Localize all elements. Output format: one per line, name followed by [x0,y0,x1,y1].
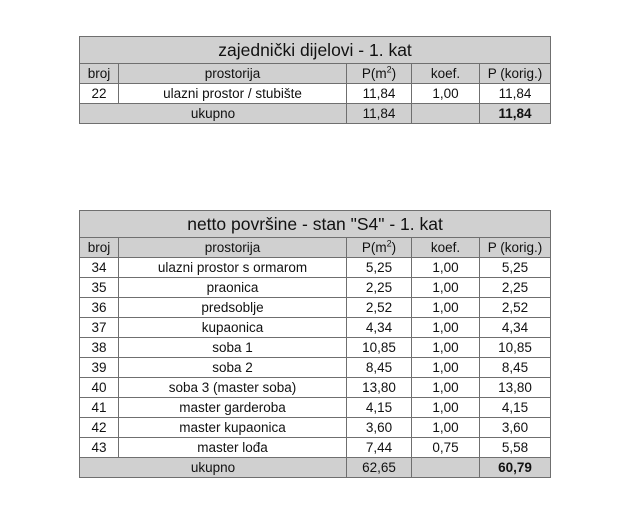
header-coefficient: koef. [412,238,480,258]
cell-corrected-area: 11,84 [480,84,551,104]
cell-room: soba 1 [119,338,347,358]
cell-room: ulazni prostor / stubište [119,84,347,104]
cell-area: 3,60 [347,418,412,438]
cell-coefficient: 1,00 [412,258,480,278]
cell-coefficient: 1,00 [412,418,480,438]
cell-corrected-area: 5,25 [480,258,551,278]
total-label: ukupno [80,458,347,478]
cell-corrected-area: 2,25 [480,278,551,298]
table-row [80,378,551,398]
cell-area: 2,52 [347,298,412,318]
cell-area: 4,34 [347,318,412,338]
total-label: ukupno [80,104,347,124]
cell-coefficient: 1,00 [412,278,480,298]
header-area-exponent: 2 [386,64,392,74]
cell-coefficient: 1,00 [412,358,480,378]
total-row [80,458,551,478]
total-area: 11,84 [347,104,412,124]
cell-room: master garderoba [119,398,347,418]
cell-number: 38 [80,338,119,358]
cell-number: 39 [80,358,119,378]
cell-area: 2,25 [347,278,412,298]
cell-number: 43 [80,438,119,458]
cell-room: kupaonica [119,318,347,338]
net-areas-table [79,210,551,478]
cell-number: 37 [80,318,119,338]
table-row [80,398,551,418]
cell-corrected-area: 4,15 [480,398,551,418]
table-row [80,258,551,278]
header-area-close: ) [391,65,397,81]
table-row [80,438,551,458]
table-row [80,278,551,298]
cell-corrected-area: 13,80 [480,378,551,398]
cell-number: 35 [80,278,119,298]
cell-corrected-area: 3,60 [480,418,551,438]
cell-coefficient: 0,75 [412,438,480,458]
table-title: zajednički dijelovi - 1. kat [80,37,551,64]
header-row [80,64,551,84]
cell-number: 36 [80,298,119,318]
total-corrected-area: 60,79 [480,458,551,478]
header-row [80,238,551,258]
cell-number: 22 [80,84,119,104]
cell-area: 11,84 [347,84,412,104]
cell-room: praonica [119,278,347,298]
table-title-row [80,37,551,64]
cell-corrected-area: 5,58 [480,438,551,458]
cell-room: ulazni prostor s ormarom [119,258,347,278]
cell-area: 8,45 [347,358,412,378]
header-area-exponent: 2 [386,238,392,248]
cell-area: 10,85 [347,338,412,358]
cell-room: soba 2 [119,358,347,378]
cell-coefficient: 1,00 [412,84,480,104]
header-coefficient: koef. [412,64,480,84]
header-area [347,64,412,84]
header-area-label: P(m [361,65,387,81]
total-coefficient-empty [412,104,480,124]
cell-area: 5,25 [347,258,412,278]
cell-coefficient: 1,00 [412,338,480,358]
header-room: prostorija [119,64,347,84]
table-row [80,84,551,104]
table-row [80,298,551,318]
cell-coefficient: 1,00 [412,298,480,318]
cell-corrected-area: 2,52 [480,298,551,318]
table-row [80,358,551,378]
header-number: broj [80,238,119,258]
table-title: netto površine - stan "S4" - 1. kat [80,211,551,238]
total-row [80,104,551,124]
table-row [80,418,551,438]
header-number: broj [80,64,119,84]
cell-room: predsoblje [119,298,347,318]
cell-room: master kupaonica [119,418,347,438]
cell-number: 41 [80,398,119,418]
common-areas-table [79,36,551,124]
cell-number: 34 [80,258,119,278]
header-corrected-area: P (korig.) [480,64,551,84]
cell-corrected-area: 10,85 [480,338,551,358]
header-area-label: P(m [361,239,387,255]
total-corrected-area: 11,84 [480,104,551,124]
cell-area: 7,44 [347,438,412,458]
cell-number: 40 [80,378,119,398]
cell-coefficient: 1,00 [412,398,480,418]
table-title-row [80,211,551,238]
total-area: 62,65 [347,458,412,478]
table-row [80,318,551,338]
cell-room: master lođa [119,438,347,458]
cell-room: soba 3 (master soba) [119,378,347,398]
cell-coefficient: 1,00 [412,318,480,338]
total-coefficient-empty [412,458,480,478]
header-room: prostorija [119,238,347,258]
cell-corrected-area: 4,34 [480,318,551,338]
cell-area: 4,15 [347,398,412,418]
cell-coefficient: 1,00 [412,378,480,398]
cell-number: 42 [80,418,119,438]
cell-area: 13,80 [347,378,412,398]
header-area [347,238,412,258]
header-area-close: ) [391,239,397,255]
header-corrected-area: P (korig.) [480,238,551,258]
table-row [80,338,551,358]
cell-corrected-area: 8,45 [480,358,551,378]
